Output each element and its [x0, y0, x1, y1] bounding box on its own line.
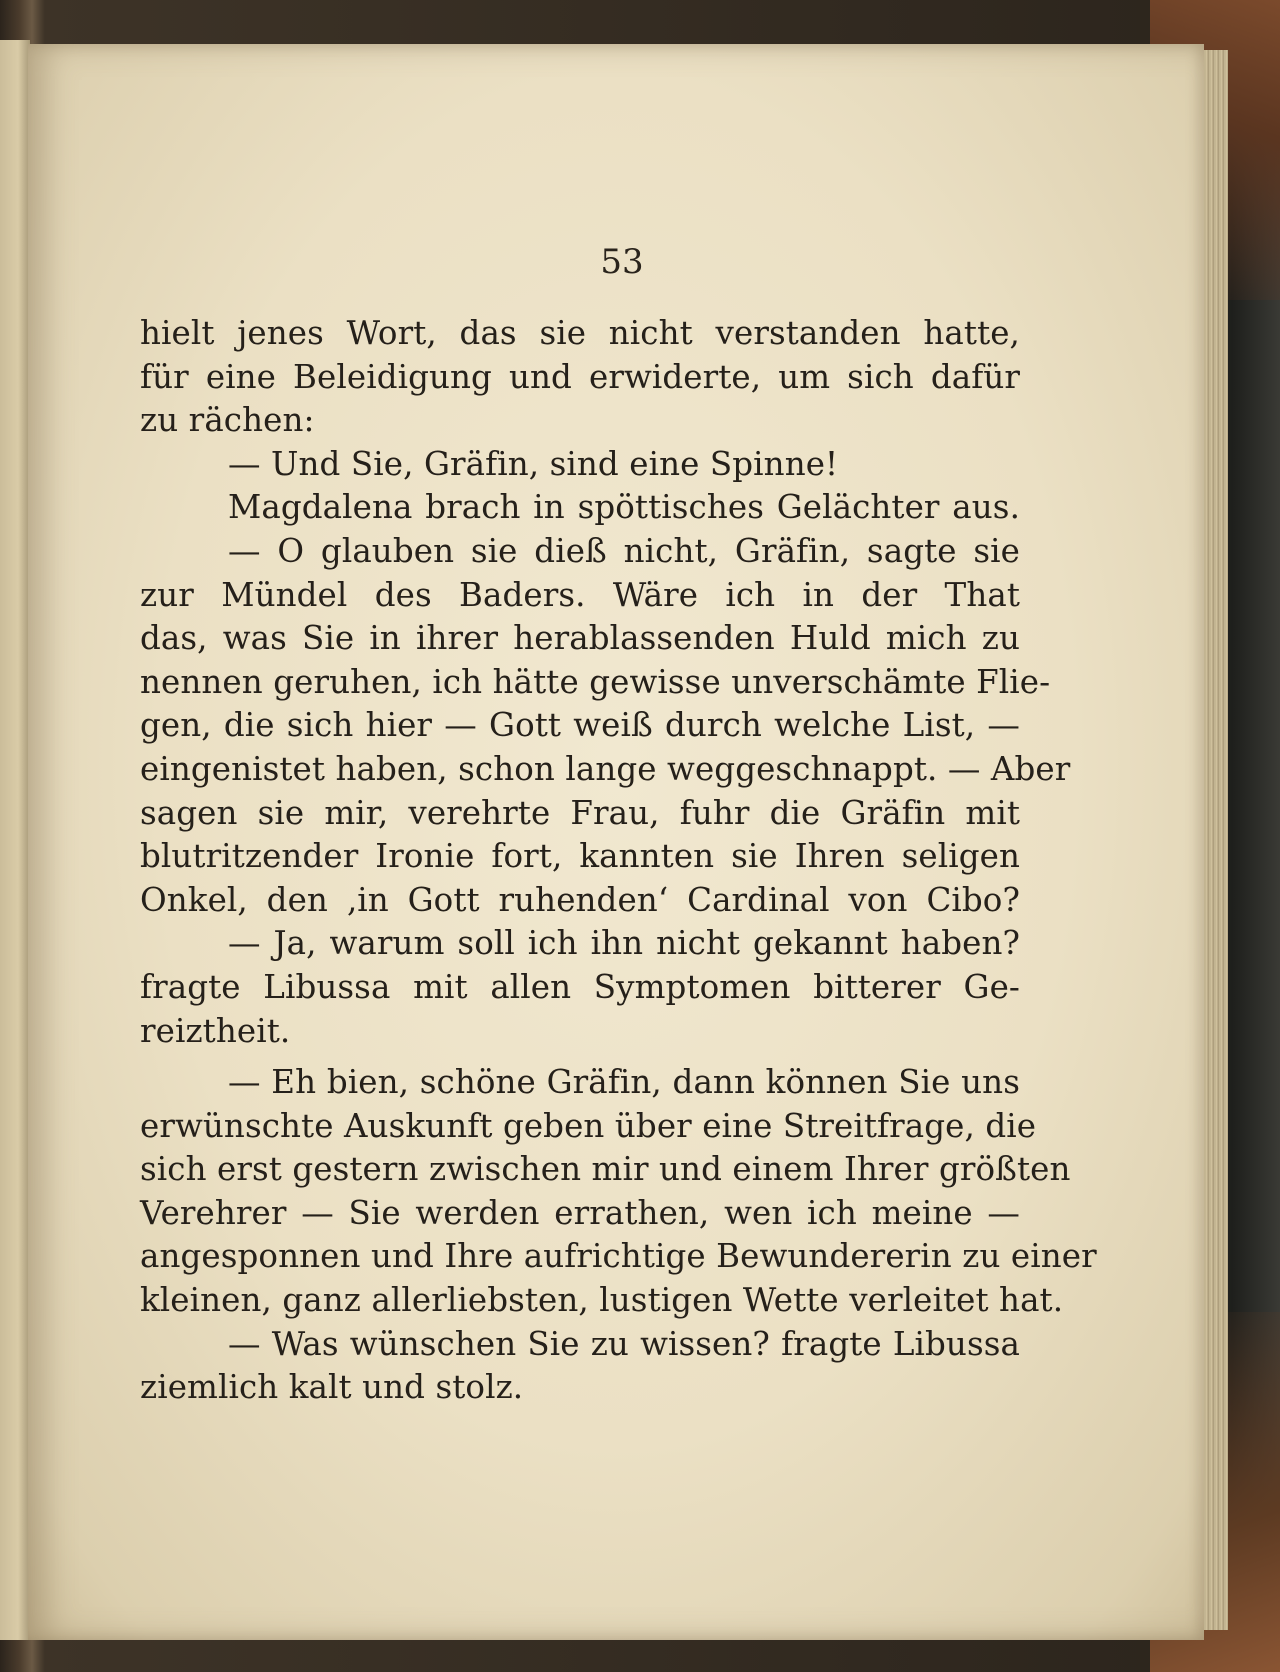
text-line: angesponnen und Ihre aufrichtige Bewundererin zu einer	[140, 1237, 1097, 1276]
page-number: 53	[600, 242, 644, 282]
text-line: hielt jenes Wort, das sie nicht verstanden hatte,	[140, 314, 1020, 352]
text-line: eingenistet haben, schon lange weggeschnappt. — Aber	[140, 749, 1071, 788]
text-line: ziemlich kalt und stolz.	[140, 1368, 524, 1407]
text-line: — Eh bien, schöne Gräfin, dann können Sie uns	[228, 1063, 1020, 1102]
text-line: gen, die sich hier — Gott weiß durch welche List, —	[140, 706, 1020, 745]
text-line: blutritzender Ironie fort, kannten sie Ihren seligen	[140, 837, 1020, 876]
text-line: Onkel, den ‚in Gott ruhenden‘ Cardinal von Cibo?	[140, 880, 1020, 919]
text-line: zu rächen:	[140, 401, 315, 440]
text-line: sagen sie mir, verehrte Frau, fuhr die Gräfin mit	[140, 793, 1020, 832]
text-line: reiztheit.	[140, 1011, 291, 1050]
text-line: — Was wünschen Sie zu wissen? fragte Libussa	[228, 1324, 1020, 1363]
text-line: kleinen, ganz allerliebsten, lustigen Wette verleitet hat.	[140, 1281, 1064, 1320]
text-line: Verehrer — Sie werden errathen, wen ich meine —	[140, 1193, 1020, 1232]
text-line: sich erst gestern zwischen mir und einem Ihrer größten	[140, 1150, 1071, 1189]
text-line: das, was Sie in ihrer herablassenden Huld mich zu	[140, 619, 1020, 658]
text-line: Magdalena brach in spöttisches Gelächter aus.	[228, 488, 1020, 527]
text-line: — Und Sie, Gräfin, sind eine Spinne!	[228, 444, 839, 483]
page-text	[140, 312, 1097, 1410]
page-edges	[1200, 50, 1228, 1630]
text-line: fragte Libussa mit allen Symptomen bitterer Ge-	[140, 967, 1020, 1006]
text-line: für eine Beleidigung und erwiderte, um sich dafür	[140, 357, 1020, 396]
book-page	[28, 44, 1204, 1640]
text-line: zur Mündel des Baders. Wäre ich in der That	[140, 575, 1020, 614]
text-line: — Ja, warum soll ich ihn nicht gekannt haben?	[228, 924, 1020, 963]
text-line: nennen geruhen, ich hätte gewisse unverschämte Flie-	[140, 662, 1051, 701]
text-line: — O glauben sie dieß nicht, Gräfin, sagte sie	[228, 531, 1020, 570]
text-line: erwünschte Auskunft geben über eine Streitfrage, die	[140, 1106, 1037, 1145]
left-page-edge	[0, 40, 30, 1640]
